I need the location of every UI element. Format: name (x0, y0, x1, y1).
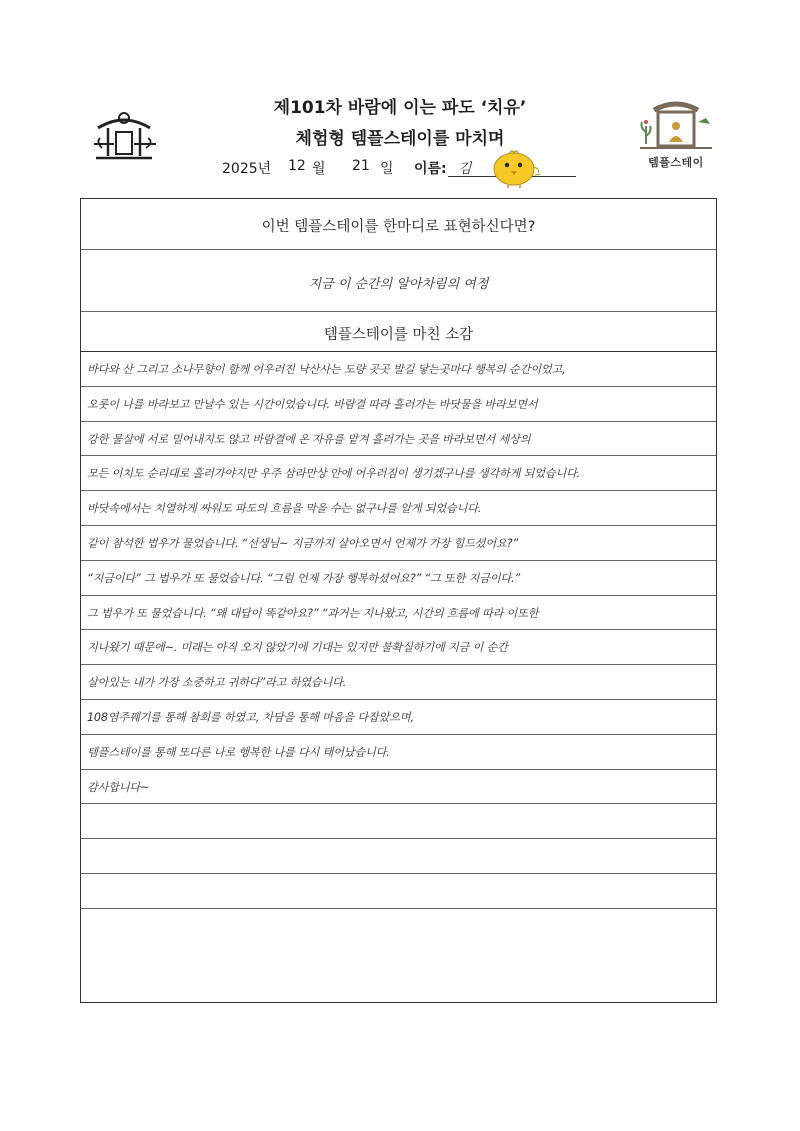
templestay-logo-icon (636, 96, 716, 152)
ruled-line (81, 664, 716, 665)
impression-line-1: 바다와 산 그리고 소나무향이 함께 어우러진 낙산사는 도량 곳곳 발길 닿는곳마다 행복의 순간이었고, (87, 363, 566, 376)
ruled-line (81, 908, 716, 909)
ruled-line (81, 873, 716, 874)
ruled-line (81, 595, 716, 596)
templestay-brand-text: 템플스테이 (648, 156, 704, 169)
date-month: 12 (288, 158, 306, 174)
ruled-line (81, 734, 716, 735)
ruled-line (81, 629, 716, 630)
ruled-line (81, 560, 716, 561)
impression-line-9: 지나왔기 때문에~. 미래는 아직 오지 않았기에 기대는 있지만 불확실하기에 지금 이 순간 (87, 641, 508, 655)
divider (81, 249, 716, 250)
divider (81, 311, 716, 312)
question-two: 템플스테이를 마친 소감 (323, 327, 474, 343)
impression-line-4: 모든 이치도 순리대로 흘러가야지만 우주 삼라만상 안에 어우러짐이 생기겠구나를 생각하게 되었습니다. (87, 467, 581, 481)
templestay-logo (636, 96, 716, 174)
impression-line-10: 살아있는 내가 가장 소중하고 귀하다”라고 하였습니다. (87, 676, 347, 690)
impression-line-7: “지금이다” 그 법우가 또 물었습니다. “그럼 언제 가장 행복하셨어요?” “그 또한 지금이다.” (87, 571, 520, 585)
chick-sticker-icon (488, 147, 544, 189)
date-year: 2025년 (222, 161, 272, 177)
form-subtitle: 체험형 템플스테이를 마치며 (295, 129, 505, 149)
ruled-line (81, 838, 716, 839)
ruled-line (81, 525, 716, 526)
ruled-line (81, 769, 716, 770)
ruled-line (81, 490, 716, 491)
date-day: 21 (352, 158, 370, 174)
ruled-line (81, 386, 716, 387)
impression-line-11: 108염주꿰기를 통해 참회를 하였고, 차담을 통해 마음을 다잡았으며, (87, 711, 414, 724)
impression-line-3: 강한 물살에 서로 밀어내지도 않고 바람결에 온 자유를 맡겨 흘러가는 곳을 바라보면서 세상의 (87, 432, 531, 446)
question-one: 이번 템플스테이를 한마디로 표현하신다면? (261, 219, 536, 235)
ruled-line (81, 421, 716, 422)
impression-line-2: 오롯이 나를 바라보고 만날수 있는 시간이었습니다. 바람결 따라 흘러가는 바닷물을 바라보면서 (87, 397, 538, 411)
impression-line-8: 그 법우가 또 물었습니다. “왜 대답이 똑같아요?” “과거는 지나왔고, 시간의 흐름에 따라 이또한 (87, 606, 539, 620)
impression-line-13: 감사합니다~ (87, 780, 150, 794)
ruled-line (81, 803, 716, 804)
ruled-line (81, 455, 716, 456)
name-value: 김 (458, 161, 472, 177)
name-label: 이름: (414, 161, 447, 177)
divider (81, 351, 716, 352)
date-name-line (222, 158, 602, 180)
date-day-label: 일 (380, 161, 394, 177)
impression-line-6: 같이 참석한 법우가 물었습니다. “선생님~ 지금까지 살아오면서 언제가 가장 힘드셨어요?” (87, 537, 518, 550)
impression-line-5: 바닷속에서는 치열하게 싸워도 파도의 흐름을 막을 수는 없구나를 알게 되었습니다. (87, 502, 482, 516)
form-title: 제101차 바람에 이는 파도 ‘치유’ (273, 98, 527, 118)
ruled-line (81, 699, 716, 700)
date-month-label: 월 (312, 161, 326, 177)
impression-line-12: 템플스테이를 통해 또다른 나로 행복한 나를 다시 태어났습니다. (87, 745, 390, 759)
reflection-form (80, 198, 717, 1003)
answer-one: 지금 이 순간의 알아차림의 여정 (308, 277, 489, 292)
